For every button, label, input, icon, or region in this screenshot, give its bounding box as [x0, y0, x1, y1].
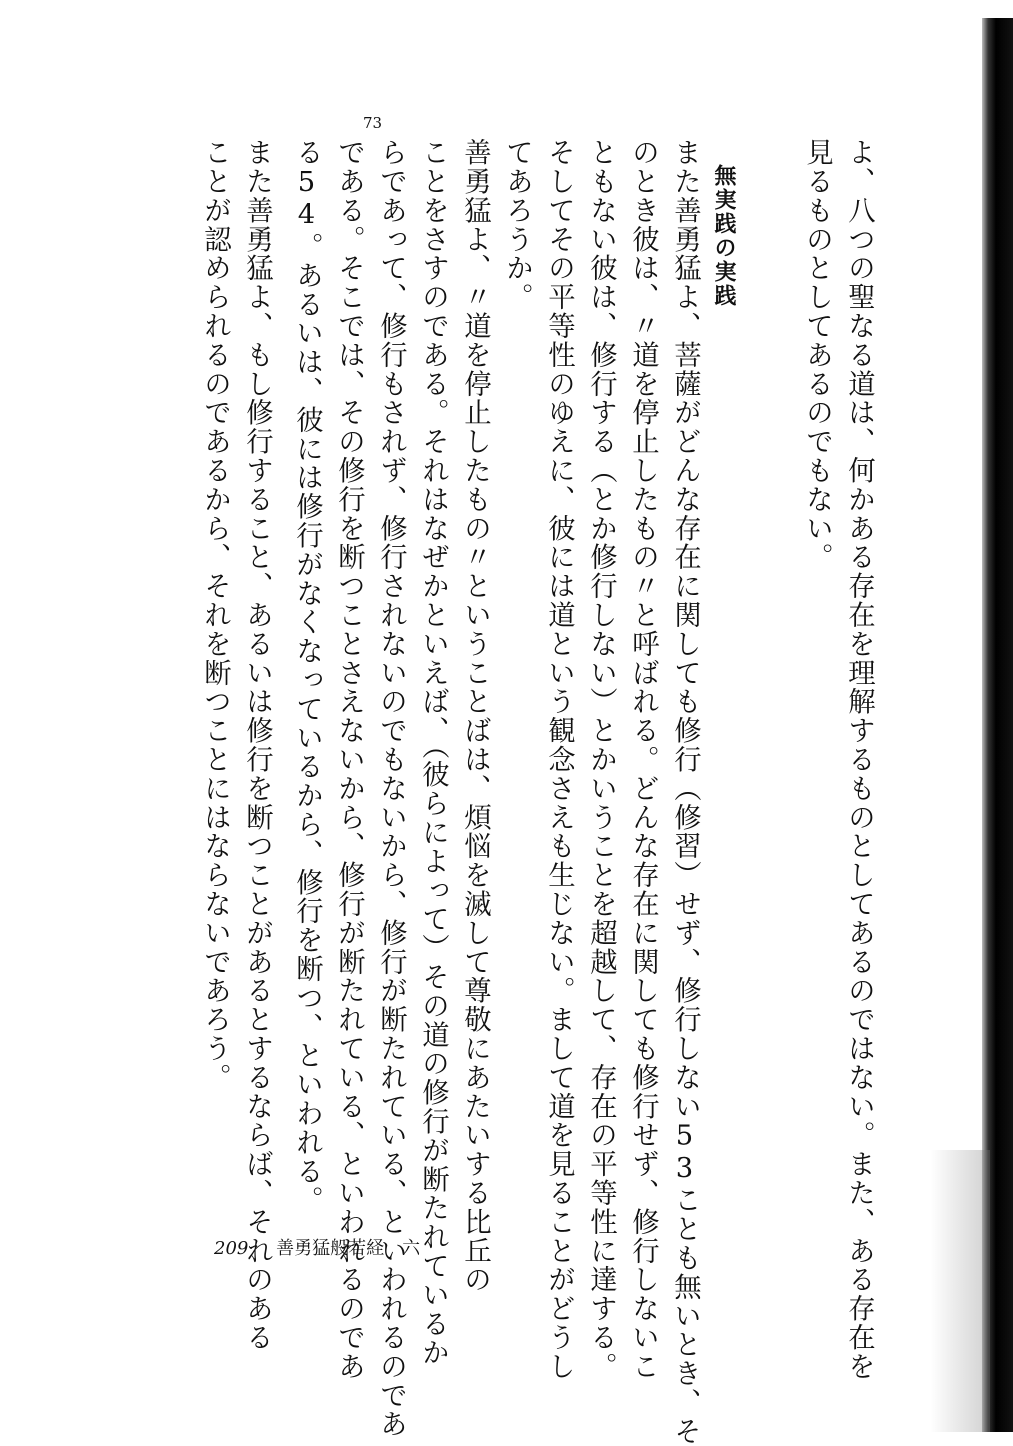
text-column-1: よ、八つの聖なる道は、何かある存在を理解するものとしてあるのではない。また、ある存在を — [843, 138, 874, 1381]
footer-page-number: 209 — [214, 1238, 249, 1259]
text-column-11: である。そこでは、その修行を断つことさえないから、修行が断たれている、といわれるのであ — [333, 138, 364, 1381]
margin-page-number: 73 — [363, 114, 383, 132]
text-column-13: また善勇猛よ、もし修行すること、あるいは修行を断つことがあるとするならば、それのある — [241, 138, 272, 1352]
text-column-4: のとき彼は、〃道を停止したもの〃と呼ばれる。どんな存在に関しても修行せず、修行しないこ — [627, 138, 658, 1381]
text-column-5: ともない彼は、修行する（とか修行しない）とかいうことを超越して、存在の平等性に達する。 — [585, 138, 616, 1381]
page-footer — [214, 1234, 420, 1260]
text-column-2: 見るものとしてあるのでもない。 — [801, 138, 832, 572]
text-column-6: そしてその平等性のゆえに、彼には道という観念さえも生じない。まして道を見ることがどうし — [543, 138, 574, 1381]
text-column-7: てあろうか。 — [501, 138, 532, 312]
text-column-9: ことをさすのである。それはなぜかといえば、（彼らによって）その道の修行が断たれているか — [417, 138, 448, 1367]
text-column-14: ことが認められるのであるから、それを断つことにはならないであろう。 — [199, 138, 230, 1092]
text-column-8: 善勇猛よ、〃道を停止したもの〃ということばは、煩悩を滅して尊敬にあたいする比丘の — [459, 138, 490, 1294]
section-heading: 無実践の実践 — [711, 164, 736, 308]
text-column-12: る54。あるいは、彼には修行がなくなっているから、修行を断つ、といわれる。 — [291, 138, 322, 1215]
scan-edge-shadow — [930, 1150, 990, 1432]
text-column-10: らであって、修行もされず、修行されないのでもないから、修行が断たれている、といわれるのであ — [375, 138, 406, 1439]
text-column-3: また善勇猛よ、菩薩がどんな存在に関しても修行（修習）せず、修行しない53ことも無いとき、そ — [669, 138, 700, 1446]
running-title: 善勇猛般若経 六 — [276, 1238, 421, 1259]
